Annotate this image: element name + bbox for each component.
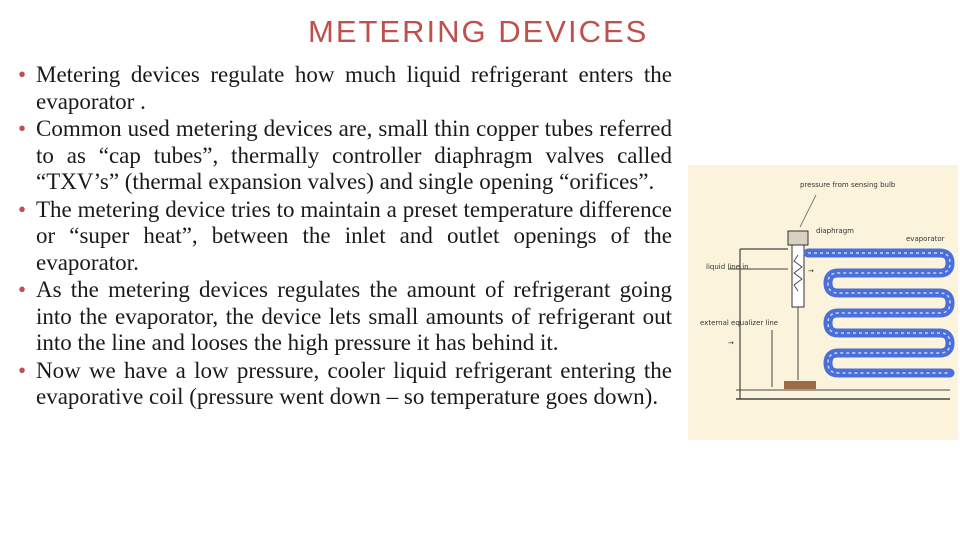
distributor: [784, 381, 816, 389]
txv-diagram-svg: [688, 165, 958, 440]
bullet-icon: •: [18, 357, 27, 383]
slide-title: METERING DEVICES: [308, 14, 649, 49]
bullet-item: [18, 116, 672, 196]
arrow-icon: →: [728, 339, 734, 347]
txv-diagram: [688, 165, 958, 440]
label-equalizer: external equalizer line: [700, 319, 779, 327]
leader-line: [800, 195, 816, 227]
bullet-text: As the metering devices regulates the amount of refrigerant going into the evaporator, the device lets small amounts of refrigerant out into the line and looses the high pressure it has behind it.: [36, 277, 672, 355]
bullet-item: [18, 277, 672, 357]
label-diaphragm: diaphragm: [816, 227, 854, 235]
bullet-icon: •: [18, 196, 27, 222]
arrow-icon: →: [808, 267, 814, 275]
bullet-item: [18, 197, 672, 277]
bullet-text: The metering device tries to maintain a preset temperature difference or “super heat”, between the inlet and outlet openings of the evaporator.: [36, 196, 672, 275]
bullet-item: [18, 358, 672, 411]
bullet-item: [18, 62, 672, 115]
label-pressure: pressure from sensing bulb: [800, 181, 896, 189]
label-liquid-line: liquid line in: [706, 263, 749, 271]
label-evaporator: evaporator: [906, 235, 945, 243]
bullet-list: [18, 62, 672, 412]
bullet-text: Now we have a low pressure, cooler liquid refrigerant entering the evaporative coil (pressure went down – so temperature goes down).: [36, 357, 672, 409]
bullet-icon: •: [18, 62, 27, 87]
bullet-icon: •: [18, 277, 27, 302]
bullet-text: Common used metering devices are, small thin copper tubes referred to as “cap tubes”, thermally controller diaphragm valves called “TXV’s” (thermal expansion valves) and single opening “orifices”.: [36, 116, 672, 194]
diaphragm-housing: [788, 231, 808, 245]
bullet-text: Metering devices regulate how much liquid refrigerant enters the evaporator .: [36, 62, 672, 114]
bullet-icon: •: [18, 116, 27, 141]
